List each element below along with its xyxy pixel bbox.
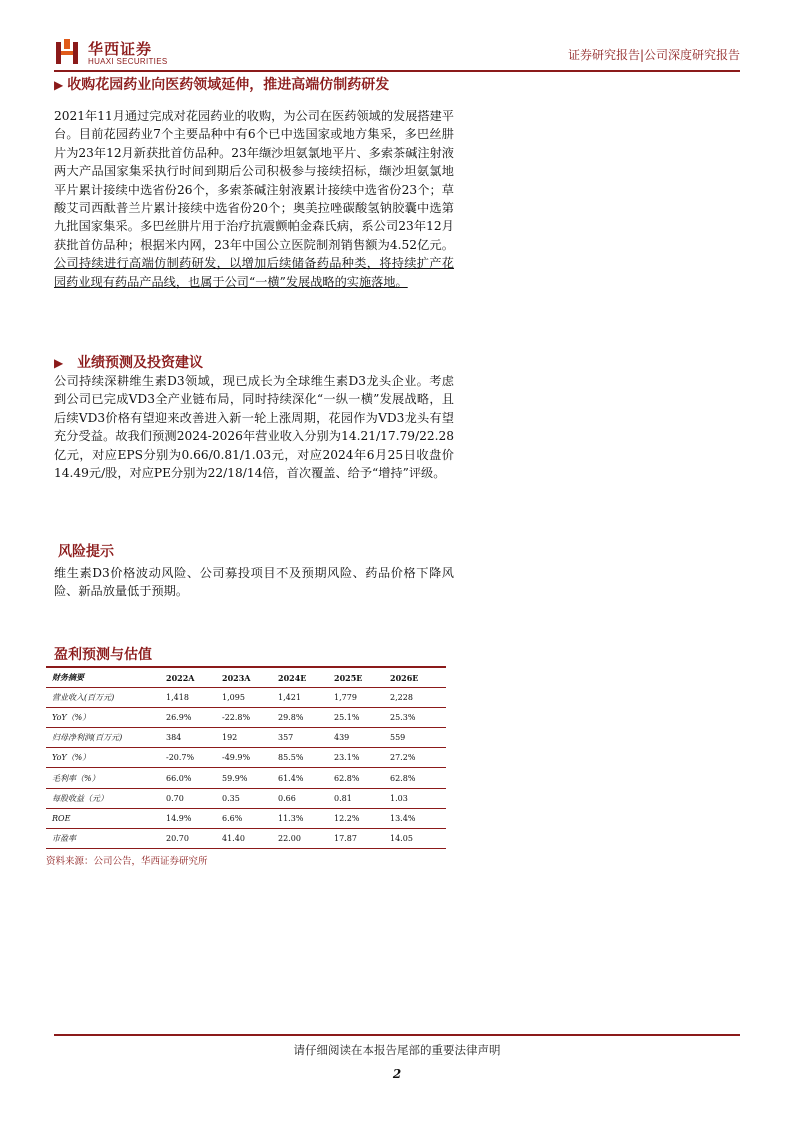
logo-english: HUAXI SECURITIES bbox=[88, 57, 168, 66]
forecast-paragraph: 公司持续深耕维生素D3领域，现已成长为全球维生素D3龙头企业。考虑到公司已完成VD3全产业链布局，同时持续深化“一纵一横”发展战略，且后续VD3价格有望迎来改善进入新一轮上涨周期，花园作为VD3龙头有望充分受益。故我们预测2024-2026年营业收入分别为14.21/17.79/22.28亿元，对应EPS分别为0.66/0.81/1.03元，对应2024年6月25日收盘价14.49元/股，对应PE分别为22/18/14倍，首次覆盖、给予“增持”评级。 bbox=[54, 374, 454, 481]
table-cell: 66.0% bbox=[166, 768, 222, 788]
table-row bbox=[46, 768, 446, 788]
table-row bbox=[46, 708, 446, 728]
table-cell: 0.35 bbox=[222, 788, 278, 808]
table-cell: 22.00 bbox=[278, 828, 334, 848]
table-cell: 192 bbox=[222, 728, 278, 748]
table-cell: -20.7% bbox=[166, 748, 222, 768]
table-cell: ROE bbox=[46, 808, 166, 828]
table-header-row bbox=[46, 668, 446, 688]
table-cell: 0.81 bbox=[334, 788, 390, 808]
section-title-acquisition bbox=[54, 74, 389, 94]
table-cell: 市盈率 bbox=[46, 828, 166, 848]
table-cell: 62.8% bbox=[390, 768, 446, 788]
table-cell: 384 bbox=[166, 728, 222, 748]
triangle-bullet-icon: ▶ bbox=[54, 356, 64, 370]
table-title: 盈利预测与估值 bbox=[54, 647, 152, 663]
table-row bbox=[46, 808, 446, 828]
table-cell: 1,418 bbox=[166, 688, 222, 708]
table-cell: 营业收入(百万元) bbox=[46, 688, 166, 708]
table-cell: 20.70 bbox=[166, 828, 222, 848]
table-cell: 11.3% bbox=[278, 808, 334, 828]
table-cell: 12.2% bbox=[334, 808, 390, 828]
table-header-cell: 2026E bbox=[390, 668, 446, 688]
table-header-cell: 2025E bbox=[334, 668, 390, 688]
table-cell: 1,095 bbox=[222, 688, 278, 708]
table-cell: 13.4% bbox=[390, 808, 446, 828]
footer-divider bbox=[54, 1034, 740, 1036]
table-row bbox=[46, 788, 446, 808]
report-type-label: 证券研究报告|公司深度研究报告 bbox=[567, 48, 740, 62]
legal-disclaimer-link: 请仔细阅读在本报告尾部的重要法律声明 bbox=[293, 1043, 501, 1057]
acquisition-underlined-text: 公司持续进行高端仿制药研发，以增加后续储备药品种类，将持续扩产花园药业现有药品产品线，也属于公司“一横”发展战略的实施落地。 bbox=[54, 256, 454, 289]
table-source-note: 资料来源：公司公告，华西证券研究所 bbox=[46, 856, 208, 867]
table-cell: 每股收益（元） bbox=[46, 788, 166, 808]
acquisition-paragraph bbox=[54, 107, 454, 291]
table-cell: 0.70 bbox=[166, 788, 222, 808]
table-cell: 1,421 bbox=[278, 688, 334, 708]
page-number: 2 bbox=[392, 1067, 402, 1081]
table-cell: 61.4% bbox=[278, 768, 334, 788]
page-header bbox=[54, 38, 740, 70]
table-cell: 17.87 bbox=[334, 828, 390, 848]
header-divider bbox=[54, 70, 740, 72]
table-cell: 439 bbox=[334, 728, 390, 748]
table-header-cell: 2022A bbox=[166, 668, 222, 688]
table-cell: 25.3% bbox=[390, 708, 446, 728]
table-cell: -49.9% bbox=[222, 748, 278, 768]
table-cell: 毛利率（%） bbox=[46, 768, 166, 788]
logo-chinese: 华西证券 bbox=[88, 40, 153, 58]
table-cell: 2,228 bbox=[390, 688, 446, 708]
huaxi-logo-icon bbox=[54, 38, 80, 66]
table-cell: 14.05 bbox=[390, 828, 446, 848]
table-row bbox=[46, 728, 446, 748]
table-header-cell: 2024E bbox=[278, 668, 334, 688]
section-title-text: 业绩预测及投资建议 bbox=[76, 355, 203, 371]
risk-paragraph: 维生素D3价格波动风险、公司募投项目不及预期风险、药品价格下降风险、新品放量低于预期。 bbox=[54, 566, 454, 599]
table-cell: 559 bbox=[390, 728, 446, 748]
table-cell: YoY（%） bbox=[46, 708, 166, 728]
table-cell: 0.66 bbox=[278, 788, 334, 808]
table-cell: 14.9% bbox=[166, 808, 222, 828]
table-cell: 62.8% bbox=[334, 768, 390, 788]
table-cell: 1,779 bbox=[334, 688, 390, 708]
table-cell: 25.1% bbox=[334, 708, 390, 728]
table-header-cell: 2023A bbox=[222, 668, 278, 688]
table-cell: 23.1% bbox=[334, 748, 390, 768]
table-row bbox=[46, 688, 446, 708]
table-row bbox=[46, 748, 446, 768]
table-row bbox=[46, 828, 446, 848]
table-cell: 29.8% bbox=[278, 708, 334, 728]
table-cell: 26.9% bbox=[166, 708, 222, 728]
section-title-text: 收购花园药业向医药领域延伸，推进高端仿制药研发 bbox=[67, 77, 390, 93]
table-cell: 6.6% bbox=[222, 808, 278, 828]
table-cell: 357 bbox=[278, 728, 334, 748]
table-cell: YoY（%） bbox=[46, 748, 166, 768]
section-title-risk: 风险提示 bbox=[58, 544, 114, 560]
table-cell: 85.5% bbox=[278, 748, 334, 768]
triangle-bullet-icon: ▶ bbox=[54, 78, 64, 92]
table-cell: 41.40 bbox=[222, 828, 278, 848]
acquisition-text: 2021年11月通过完成对花园药业的收购，为公司在医药领域的发展搭建平台。目前花园药业7个主要品种中有6个已中选国家或地方集采，多巴丝肼片为23年12月新获批首仿品种。23年缬沙坦氨氯地平片、多索茶碱注射液两大产品国家集采执行时间到期后公司积极参与接续招标，缬沙坦氨氯地平片累计接续中选省份26个，多索茶碱注射液累计接续中选省份23个；草酸艾司西酞普兰片累计接续中选省份20个；奥美拉唑碳酸氢钠胶囊中选第九批国家集采。多巴丝肼片用于治疗抗震颤帕金森氏病，系公司23年12月获批首仿品种；根据米内网，23年中国公立医院制剂销售额为4.52亿元。 bbox=[54, 109, 454, 252]
table-cell: 59.9% bbox=[222, 768, 278, 788]
table-header-cell: 财务摘要 bbox=[46, 668, 166, 688]
table-cell: 27.2% bbox=[390, 748, 446, 768]
earnings-forecast-table bbox=[46, 668, 446, 849]
table-cell: 归母净利润(百万元) bbox=[46, 728, 166, 748]
section-title-forecast bbox=[54, 352, 203, 372]
table-cell: 1.03 bbox=[390, 788, 446, 808]
table-cell: -22.8% bbox=[222, 708, 278, 728]
